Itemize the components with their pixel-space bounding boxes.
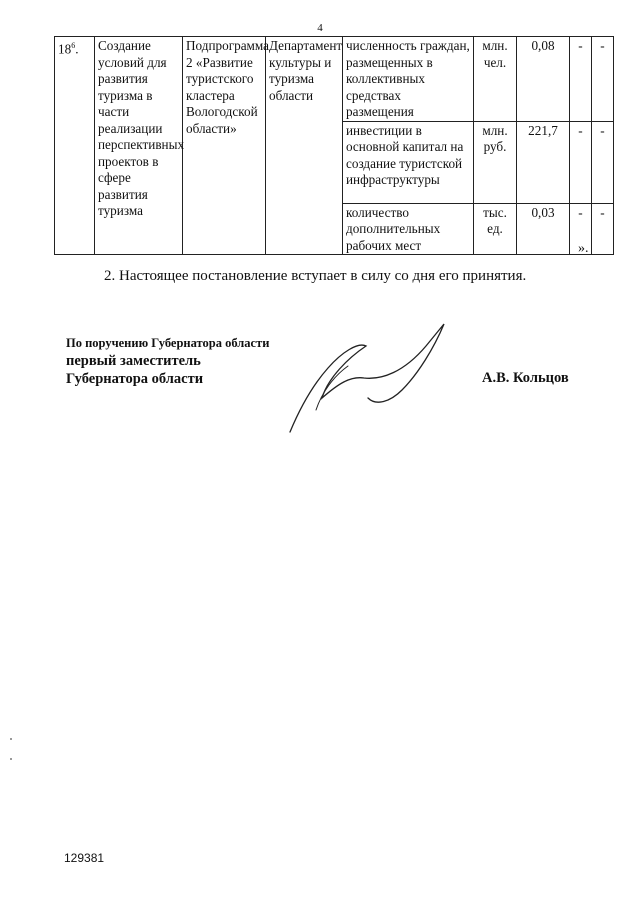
signature-instruction: По поручению Губернатора области	[66, 336, 270, 350]
program-cell: Подпрограмма 2 «Развитие туристского кластера Вологодской области»	[183, 37, 266, 255]
scan-mark	[10, 738, 12, 740]
goal-cell: Создание условий для развития туризма в части реализации перспективных проектов в сфере развития туризма	[95, 37, 183, 255]
signature-stroke	[316, 366, 348, 410]
indicator-value: 0,03	[517, 203, 570, 255]
document-code: 129381	[64, 851, 105, 865]
page-number: 4	[317, 22, 323, 34]
signature-stroke	[290, 324, 444, 432]
indicator-dash: -	[570, 203, 592, 255]
indicator-name: численность граждан, размещенных в коллективных средствах размещения	[343, 37, 474, 122]
indicators-table	[54, 36, 614, 255]
signatory-name: А.В. Кольцов	[482, 370, 569, 386]
indicator-dash: -	[592, 37, 614, 122]
indicator-name: инвестиции в основной капитал на создание туристской инфраструктуры	[343, 121, 474, 203]
department-cell: Департамент культуры и туризма области	[266, 37, 343, 255]
indicator-unit: тыс. ед.	[474, 203, 517, 255]
indicator-value: 221,7	[517, 121, 570, 203]
closing-quote: ».	[578, 241, 589, 256]
row-number: 18	[58, 41, 72, 57]
clause-2: 2. Настоящее постановление вступает в силу со дня его принятия.	[104, 268, 527, 284]
indicator-value: 0,08	[517, 37, 570, 122]
indicator-unit: млн. руб.	[474, 121, 517, 203]
indicator-dash: -	[570, 121, 592, 203]
table-row	[55, 37, 614, 122]
indicator-dash: -	[592, 203, 614, 255]
indicator-unit: млн. чел.	[474, 37, 517, 122]
row-number-superscript: 6	[71, 41, 76, 50]
indicator-name: количество дополнительных рабочих мест	[343, 203, 474, 255]
scan-mark	[10, 758, 12, 760]
handwritten-signature	[278, 318, 454, 440]
signatory-role-line-1: первый заместитель	[66, 353, 201, 369]
signatory-role-line-2: Губернатора области	[66, 371, 204, 387]
indicator-dash: -	[592, 121, 614, 203]
signatory-role	[66, 352, 203, 388]
row-number-cell: $18^6$.	[55, 37, 95, 255]
indicator-dash: -	[570, 37, 592, 122]
